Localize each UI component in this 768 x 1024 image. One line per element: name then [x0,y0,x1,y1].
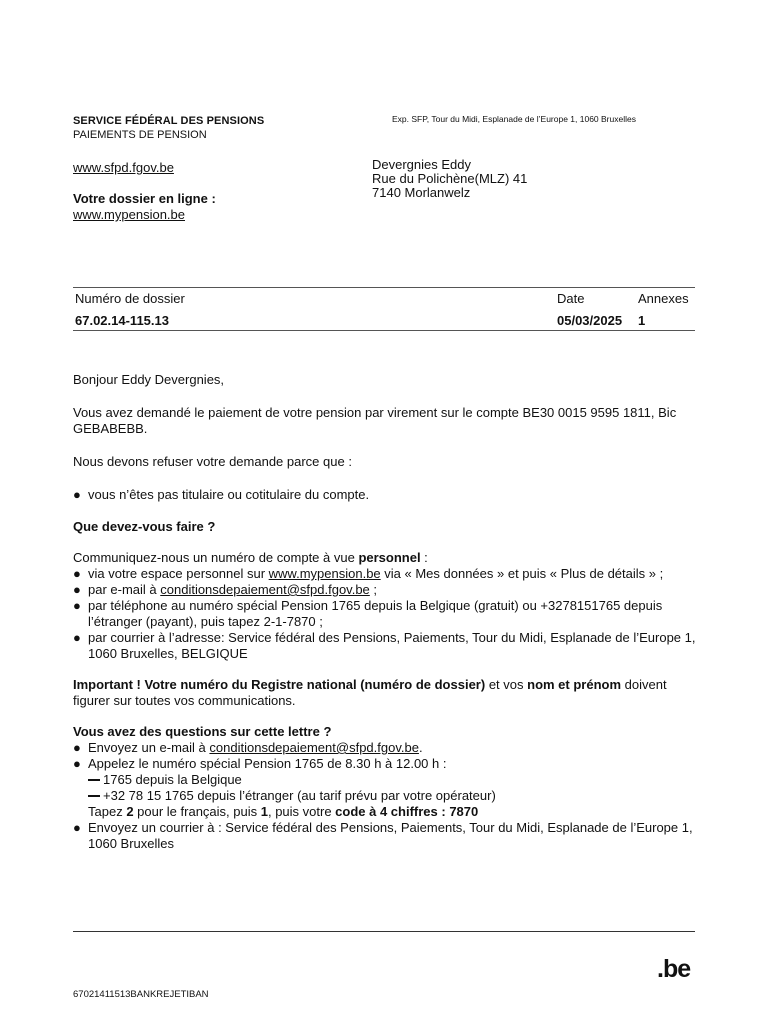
list-item: +32 78 15 1765 depuis l’étranger (au tarif prévu par votre opérateur) [73,788,703,804]
dossier-label: Numéro de dossier [75,291,185,306]
dash-icon [88,795,100,797]
dossier-number: 67.02.14-115.13 [75,313,169,328]
list-item: ● vous n’êtes pas titulaire ou cotitulaire du compte. [73,487,370,502]
recipient-name: Devergnies Eddy [372,157,471,172]
greeting: Bonjour Eddy Devergnies, [73,372,225,387]
list-item: ● Appelez le numéro spécial Pension 1765 de 8.30 h à 12.00 h : 1765 depuis la Belgique +32 78 15 1765 depuis l’étranger (au tarif prévu par votre opérateur) Tapez 2 pour le français, puis 1, puis votre code à 4 chiffres : 7870 [73,756,703,820]
be-logo: .be [657,955,691,983]
important-notice: Important ! Votre numéro du Registre national (numéro de dossier) et vos nom et prénom doivent figurer sur toutes vos communications. [73,677,667,708]
document-code: 67021411513BANKREJETIBAN [73,989,209,1000]
bullet-icon: ● [73,820,81,835]
list-item: ● via votre espace personnel sur www.mypension.be via « Mes données » et puis « Plus de détails » ; [73,566,664,581]
recipient-city: 7140 Morlanwelz [372,185,471,200]
website-link[interactable]: www.sfpd.fgov.be [73,160,174,175]
annex-label: Annexes [638,291,689,306]
questions-email-link[interactable]: conditionsdepaiement@sfpd.fgov.be [209,740,419,755]
org-name: SERVICE FÉDÉRAL DES PENSIONS [73,115,265,127]
recipient-address [372,158,527,200]
online-dossier-label: Votre dossier en ligne : [73,191,216,206]
list-item: ● Envoyez un e-mail à conditionsdepaiement@sfpd.fgov.be. [73,740,423,755]
contact-options [73,566,703,662]
list-item: ● par téléphone au numéro spécial Pension 1765 depuis la Belgique (gratuit) ou +3278151765 depuis l’étranger (payant), puis tapez 2-1-7870 ; [73,598,663,629]
bullet-icon: ● [73,582,81,597]
questions-list [73,740,703,852]
reference-top-divider [73,287,695,288]
what-to-do-heading: Que devez-vous faire ? [73,519,216,534]
org-department: PAIEMENTS DE PENSION [73,129,207,141]
refuse-reasons [73,487,703,503]
request-paragraph: Vous avez demandé le paiement de votre pension par virement sur le compte BE30 0015 9595 1811, Bic GEBABEBB. [73,405,677,436]
bullet-icon: ● [73,566,81,581]
communicate-paragraph: Communiquez-nous un numéro de compte à vue personnel : [73,550,428,565]
annex-count: 1 [638,313,646,328]
list-item: 1765 depuis la Belgique [73,772,703,788]
mypension-link[interactable]: www.mypension.be [73,207,185,222]
mypension-body-link[interactable]: www.mypension.be [268,566,381,581]
email-link[interactable]: conditionsdepaiement@sfpd.fgov.be [160,582,370,597]
bullet-icon: ● [73,630,81,645]
bullet-icon: ● [73,756,81,771]
dash-icon [88,779,100,781]
bullet-icon: ● [73,740,81,755]
reference-bottom-divider [73,330,695,331]
letter-body [73,372,703,852]
list-item: ● Envoyez un courrier à : Service fédéral des Pensions, Paiements, Tour du Midi, Esplanade de l’Europe 1, 1060 Bruxelles [73,820,693,851]
letter-date: 05/03/2025 [557,313,623,328]
bullet-icon: ● [73,598,81,613]
list-item: ● par e-mail à conditionsdepaiement@sfpd.fgov.be ; [73,582,378,597]
recipient-street: Rue du Polichène(MLZ) 41 [372,171,528,186]
questions-heading: Vous avez des questions sur cette lettre ? [73,724,332,739]
refuse-paragraph: Nous devons refuser votre demande parce que : [73,454,352,469]
footer-divider [73,931,695,932]
list-item: ● par courrier à l’adresse: Service fédéral des Pensions, Paiements, Tour du Midi, Esplanade de l’Europe 1, 1060 Bruxelles, BELGIQUE [73,630,696,661]
sender-address: Exp. SFP, Tour du Midi, Esplanade de l’Europe 1, 1060 Bruxelles [392,114,636,124]
phone-options [73,772,703,804]
bullet-icon: ● [73,487,81,502]
tap-instructions: Tapez 2 pour le français, puis 1, puis votre code à 4 chiffres : 7870 [88,804,479,819]
date-label: Date [557,291,585,306]
